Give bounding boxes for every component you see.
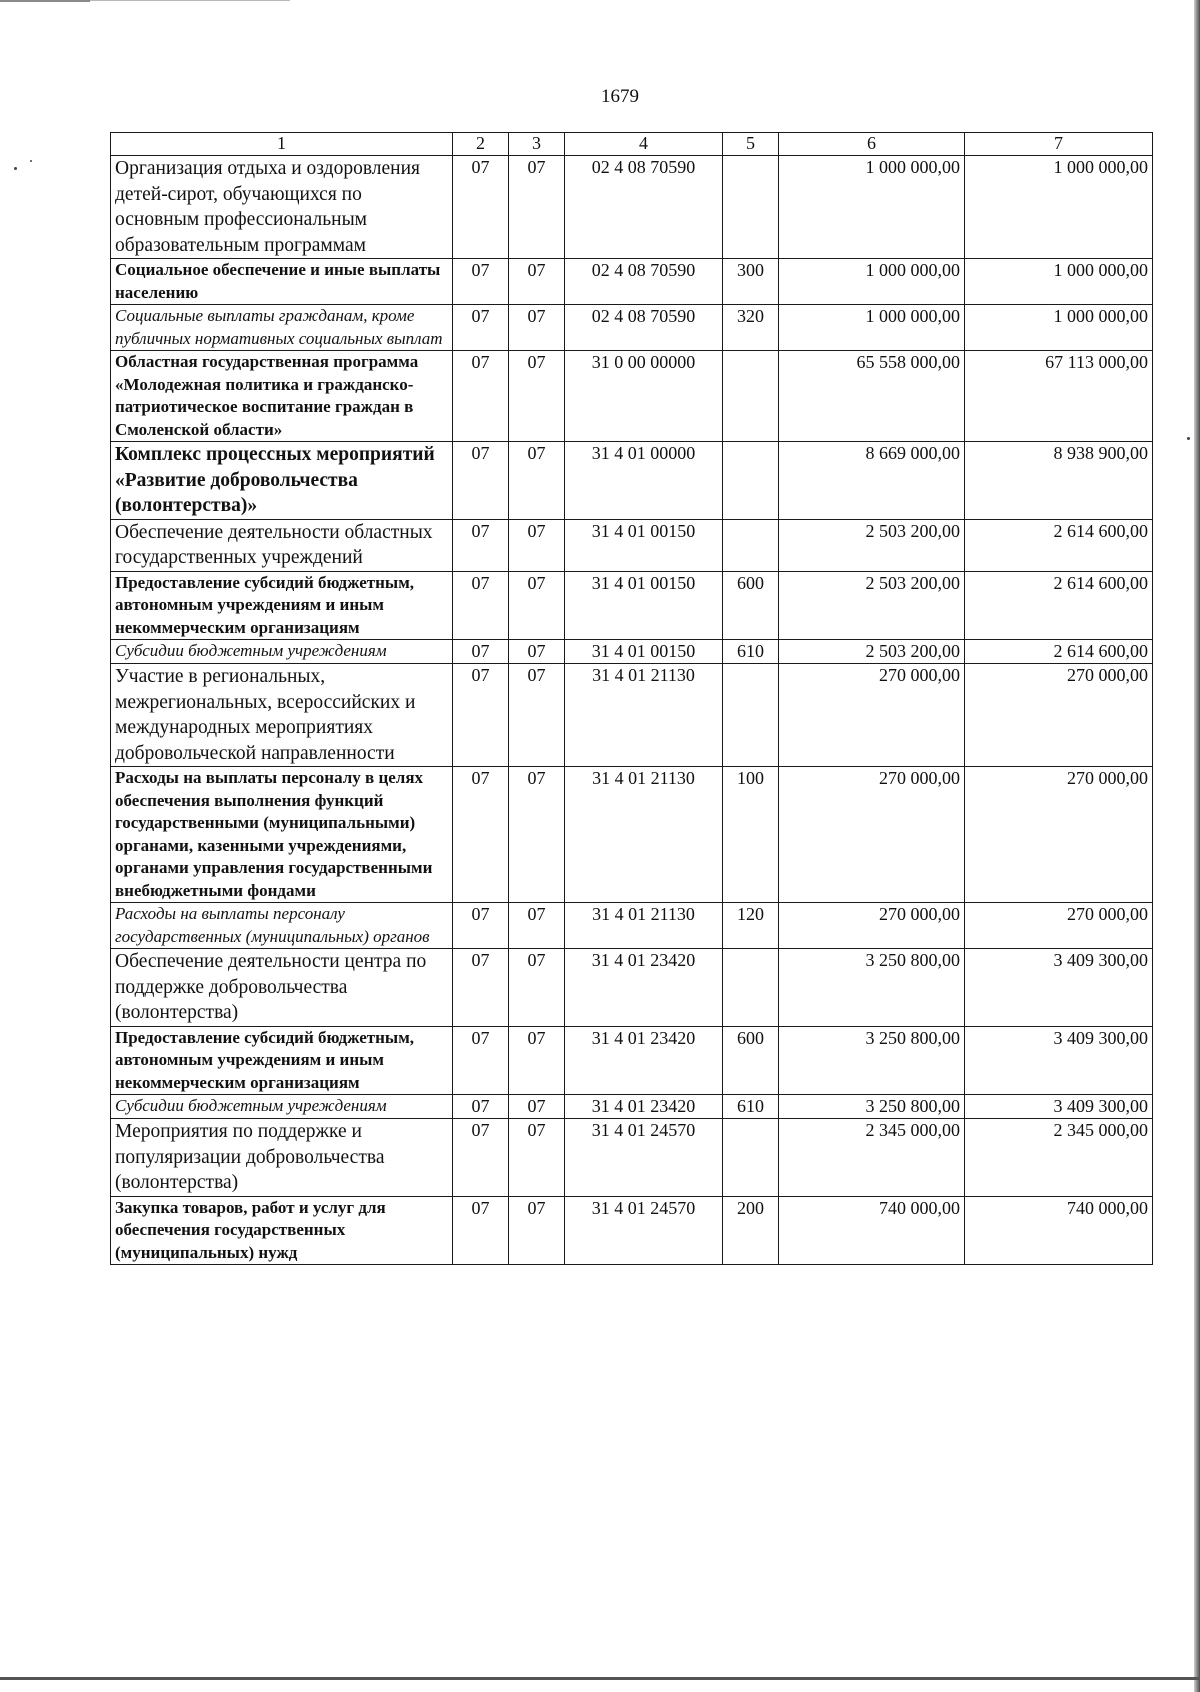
row-amount-col7-cell: 270 000,00 <box>965 767 1153 903</box>
row-subsection-cell: 07 <box>509 1026 565 1095</box>
row-amount-col6-cell: 2 503 200,00 <box>779 640 965 664</box>
row-amount-col6-cell: 8 669 000,00 <box>779 442 965 520</box>
row-expense-kind-cell: 200 <box>723 1196 779 1265</box>
row-amount-col6-cell: 2 345 000,00 <box>779 1119 965 1197</box>
row-expense-kind-cell <box>723 351 779 442</box>
header-row <box>111 133 1153 156</box>
row-target-code-cell: 31 4 01 23420 <box>565 949 723 1027</box>
row-amount-col7-cell: 2 345 000,00 <box>965 1119 1153 1197</box>
row-section-cell: 07 <box>453 571 509 640</box>
table-row <box>111 949 1153 1027</box>
row-name-cell: Мероприятия по поддержке и популяризации добровольчества (волонтерства) <box>111 1119 453 1197</box>
row-target-code-cell: 31 4 01 24570 <box>565 1196 723 1265</box>
row-amount-col6-cell: 3 250 800,00 <box>779 1026 965 1095</box>
scan-edge-bottom <box>0 1677 1200 1680</box>
row-expense-kind-cell <box>723 1119 779 1197</box>
row-expense-kind-cell: 610 <box>723 640 779 664</box>
header-cell: 5 <box>723 133 779 156</box>
row-section-cell: 07 <box>453 903 509 949</box>
table-row <box>111 1196 1153 1265</box>
row-name-cell: Субсидии бюджетным учреждениям <box>111 640 453 664</box>
row-amount-col7-cell: 8 938 900,00 <box>965 442 1153 520</box>
row-section-cell: 07 <box>453 1095 509 1119</box>
row-amount-col7-cell: 3 409 300,00 <box>965 1026 1153 1095</box>
row-amount-col7-cell: 2 614 600,00 <box>965 640 1153 664</box>
row-name-cell: Обеспечение деятельности центра по поддержке добровольчества (волонтерства) <box>111 949 453 1027</box>
header-cell: 7 <box>965 133 1153 156</box>
row-amount-col6-cell: 3 250 800,00 <box>779 1095 965 1119</box>
table-row <box>111 1119 1153 1197</box>
row-name-cell: Предоставление субсидий бюджетным, автономным учреждениям и иным некоммерческим организациям <box>111 1026 453 1095</box>
row-expense-kind-cell <box>723 519 779 571</box>
row-amount-col6-cell: 270 000,00 <box>779 664 965 767</box>
row-subsection-cell: 07 <box>509 571 565 640</box>
row-amount-col7-cell: 2 614 600,00 <box>965 571 1153 640</box>
table-row <box>111 519 1153 571</box>
table-row <box>111 664 1153 767</box>
table-row <box>111 571 1153 640</box>
row-section-cell: 07 <box>453 156 509 259</box>
row-expense-kind-cell <box>723 664 779 767</box>
row-expense-kind-cell: 600 <box>723 1026 779 1095</box>
row-section-cell: 07 <box>453 442 509 520</box>
row-expense-kind-cell: 320 <box>723 305 779 351</box>
page-number: 1679 <box>601 86 639 107</box>
header-cell: 1 <box>111 133 453 156</box>
row-name-cell: Комплекс процессных мероприятий «Развитие добровольчества (волонтерства)» <box>111 442 453 520</box>
table-row <box>111 1095 1153 1119</box>
row-amount-col7-cell: 740 000,00 <box>965 1196 1153 1265</box>
scan-speck <box>1187 437 1190 440</box>
row-name-cell: Участие в региональных, межрегиональных, всероссийских и международных мероприятиях добровольческой направленности <box>111 664 453 767</box>
row-name-cell: Областная государственная программа «Молодежная политика и гражданско-патриотическое воспитание граждан в Смоленской области» <box>111 351 453 442</box>
row-amount-col7-cell: 67 113 000,00 <box>965 351 1153 442</box>
row-name-cell: Предоставление субсидий бюджетным, автономным учреждениям и иным некоммерческим организациям <box>111 571 453 640</box>
row-amount-col6-cell: 2 503 200,00 <box>779 519 965 571</box>
row-subsection-cell: 07 <box>509 664 565 767</box>
scan-edge-top <box>0 0 90 2</box>
row-target-code-cell: 31 4 01 21130 <box>565 767 723 903</box>
row-target-code-cell: 31 4 01 00150 <box>565 519 723 571</box>
row-name-cell: Обеспечение деятельности областных государственных учреждений <box>111 519 453 571</box>
table-row <box>111 351 1153 442</box>
row-amount-col7-cell: 3 409 300,00 <box>965 1095 1153 1119</box>
table-row <box>111 305 1153 351</box>
row-section-cell: 07 <box>453 767 509 903</box>
row-amount-col7-cell: 2 614 600,00 <box>965 519 1153 571</box>
row-name-cell: Организация отдыха и оздоровления детей-сирот, обучающихся по основным профессиональным образовательным программам <box>111 156 453 259</box>
row-target-code-cell: 02 4 08 70590 <box>565 156 723 259</box>
row-subsection-cell: 07 <box>509 767 565 903</box>
row-subsection-cell: 07 <box>509 1196 565 1265</box>
row-target-code-cell: 31 4 01 00000 <box>565 442 723 520</box>
row-subsection-cell: 07 <box>509 259 565 305</box>
row-amount-col7-cell: 3 409 300,00 <box>965 949 1153 1027</box>
row-target-code-cell: 31 4 01 21130 <box>565 903 723 949</box>
row-target-code-cell: 31 0 00 00000 <box>565 351 723 442</box>
row-amount-col6-cell: 2 503 200,00 <box>779 571 965 640</box>
row-target-code-cell: 31 4 01 00150 <box>565 571 723 640</box>
row-amount-col6-cell: 1 000 000,00 <box>779 156 965 259</box>
row-section-cell: 07 <box>453 1026 509 1095</box>
row-subsection-cell: 07 <box>509 305 565 351</box>
row-subsection-cell: 07 <box>509 903 565 949</box>
row-subsection-cell: 07 <box>509 1119 565 1197</box>
table-row <box>111 1026 1153 1095</box>
row-amount-col6-cell: 270 000,00 <box>779 767 965 903</box>
row-amount-col7-cell: 1 000 000,00 <box>965 156 1153 259</box>
row-expense-kind-cell <box>723 156 779 259</box>
row-amount-col7-cell: 270 000,00 <box>965 903 1153 949</box>
row-name-cell: Социальное обеспечение и иные выплаты населению <box>111 259 453 305</box>
row-target-code-cell: 02 4 08 70590 <box>565 259 723 305</box>
row-section-cell: 07 <box>453 305 509 351</box>
scan-edge-right <box>1194 0 1200 1692</box>
row-name-cell: Расходы на выплаты персоналу государственных (муниципальных) органов <box>111 903 453 949</box>
row-subsection-cell: 07 <box>509 1095 565 1119</box>
table-row <box>111 259 1153 305</box>
row-subsection-cell: 07 <box>509 442 565 520</box>
row-expense-kind-cell: 120 <box>723 903 779 949</box>
row-subsection-cell: 07 <box>509 949 565 1027</box>
table-row <box>111 640 1153 664</box>
row-subsection-cell: 07 <box>509 519 565 571</box>
row-section-cell: 07 <box>453 664 509 767</box>
row-section-cell: 07 <box>453 519 509 571</box>
row-name-cell: Субсидии бюджетным учреждениям <box>111 1095 453 1119</box>
row-section-cell: 07 <box>453 1196 509 1265</box>
scan-edge-top-faint <box>90 0 290 1</box>
row-amount-col6-cell: 65 558 000,00 <box>779 351 965 442</box>
row-section-cell: 07 <box>453 1119 509 1197</box>
row-name-cell: Социальные выплаты гражданам, кроме публичных нормативных социальных выплат <box>111 305 453 351</box>
row-subsection-cell: 07 <box>509 351 565 442</box>
row-target-code-cell: 31 4 01 23420 <box>565 1026 723 1095</box>
row-expense-kind-cell: 600 <box>723 571 779 640</box>
header-cell: 6 <box>779 133 965 156</box>
row-section-cell: 07 <box>453 640 509 664</box>
row-amount-col7-cell: 1 000 000,00 <box>965 305 1153 351</box>
table-row <box>111 156 1153 259</box>
row-amount-col6-cell: 740 000,00 <box>779 1196 965 1265</box>
row-amount-col6-cell: 1 000 000,00 <box>779 305 965 351</box>
scan-speck <box>14 167 17 170</box>
row-target-code-cell: 31 4 01 24570 <box>565 1119 723 1197</box>
budget-table <box>110 132 1153 1265</box>
row-amount-col7-cell: 1 000 000,00 <box>965 259 1153 305</box>
row-target-code-cell: 31 4 01 21130 <box>565 664 723 767</box>
table-row <box>111 442 1153 520</box>
header-cell: 2 <box>453 133 509 156</box>
row-expense-kind-cell: 100 <box>723 767 779 903</box>
row-amount-col6-cell: 1 000 000,00 <box>779 259 965 305</box>
row-amount-col6-cell: 270 000,00 <box>779 903 965 949</box>
table-row <box>111 903 1153 949</box>
row-name-cell: Закупка товаров, работ и услуг для обеспечения государственных (муниципальных) нужд <box>111 1196 453 1265</box>
row-name-cell: Расходы на выплаты персоналу в целях обеспечения выполнения функций государственными (муниципальными) органами, казенными учреждениями, органами управления государственными внебюджетными фондами <box>111 767 453 903</box>
row-section-cell: 07 <box>453 259 509 305</box>
row-section-cell: 07 <box>453 351 509 442</box>
row-subsection-cell: 07 <box>509 640 565 664</box>
row-target-code-cell: 31 4 01 00150 <box>565 640 723 664</box>
row-expense-kind-cell <box>723 949 779 1027</box>
table-row <box>111 767 1153 903</box>
row-expense-kind-cell <box>723 442 779 520</box>
row-subsection-cell: 07 <box>509 156 565 259</box>
scan-speck <box>30 160 32 162</box>
row-expense-kind-cell: 300 <box>723 259 779 305</box>
row-amount-col7-cell: 270 000,00 <box>965 664 1153 767</box>
row-target-code-cell: 02 4 08 70590 <box>565 305 723 351</box>
header-cell: 3 <box>509 133 565 156</box>
header-cell: 4 <box>565 133 723 156</box>
row-section-cell: 07 <box>453 949 509 1027</box>
row-target-code-cell: 31 4 01 23420 <box>565 1095 723 1119</box>
row-expense-kind-cell: 610 <box>723 1095 779 1119</box>
row-amount-col6-cell: 3 250 800,00 <box>779 949 965 1027</box>
